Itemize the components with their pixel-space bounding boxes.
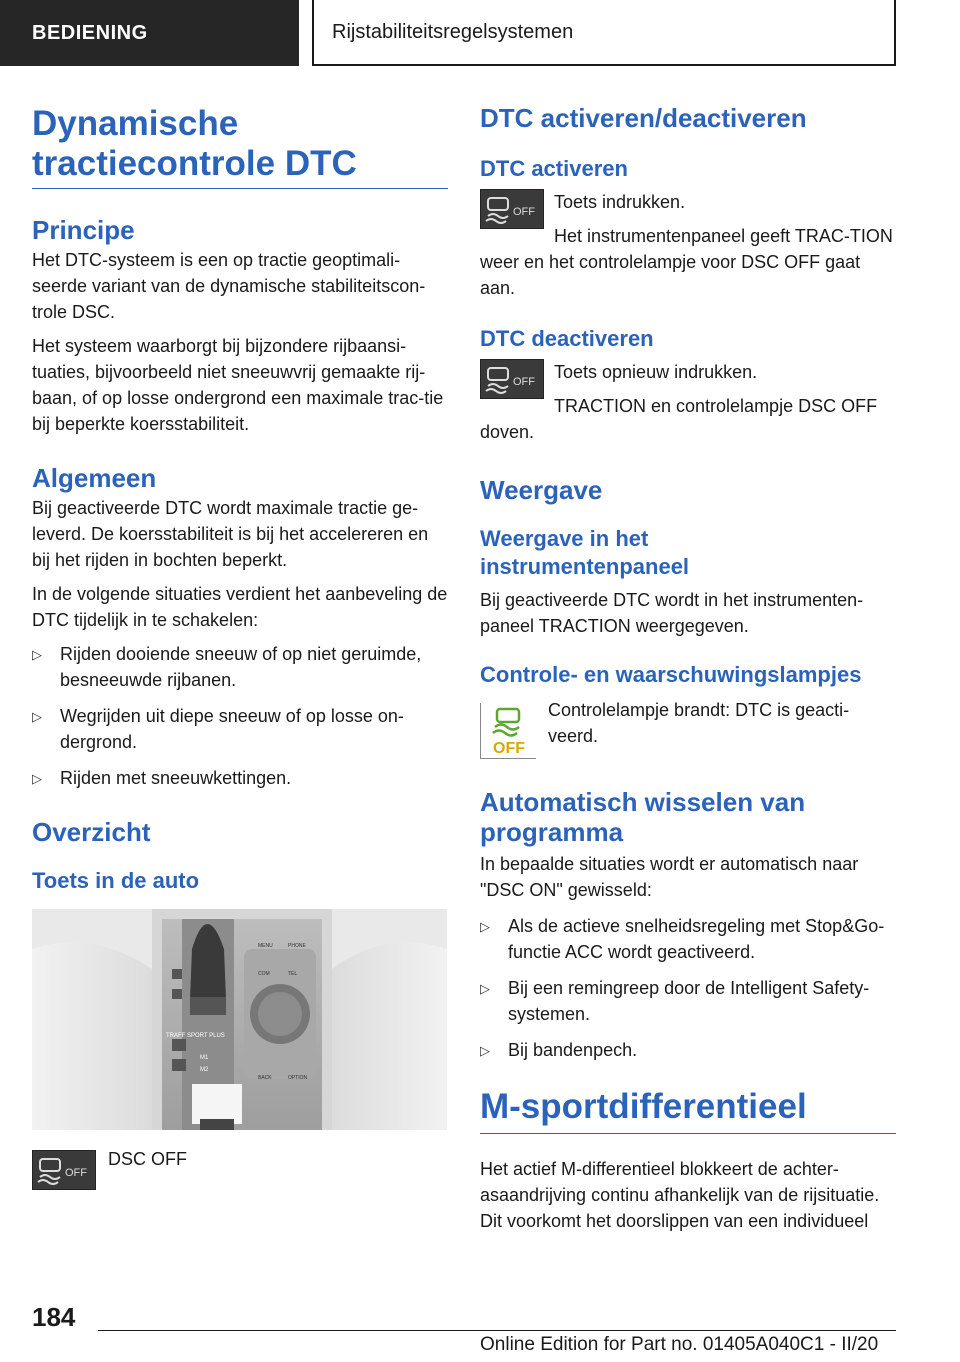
header-section-label: BEDIENING xyxy=(32,21,148,44)
dtc-indicator-lamp-icon xyxy=(480,703,536,759)
activeren-block xyxy=(480,189,896,301)
list-item xyxy=(32,703,448,755)
list-item-text: Als de actieve snelheidsregeling met Stop&Go-functie ACC wordt geactiveerd. xyxy=(508,916,885,962)
photo-label-menu: MENU xyxy=(258,943,273,949)
list-item-text: Bij een remingreep door de Intelligent Safety-systemen. xyxy=(508,978,870,1024)
footer-divider xyxy=(98,1330,896,1331)
off-label: OFF xyxy=(513,376,535,388)
dsc-off-caption: DSC OFF xyxy=(108,1149,187,1169)
photo-label-tel: TEL xyxy=(288,971,298,977)
off-label: OFF xyxy=(65,1167,87,1179)
list-item xyxy=(480,913,896,965)
automatisch-wisselen-heading: Automatisch wisselen van programma xyxy=(480,787,806,847)
m-sportdifferentieel-p: Het actief M-differentieel blokkeert de achter-asaandrijving continu afhankelijk van de rijsituatie. Dit voorkomt het doorslippen van een individueel xyxy=(480,1159,880,1231)
traction-off-icon xyxy=(482,192,542,226)
photo-label-phone: PHONE xyxy=(288,943,306,949)
photo-label-option: OPTION xyxy=(288,1075,308,1081)
principe-p2: Het systeem waarborgt bij bijzondere rijbaansi-tuaties, bijvoorbeeld niet sneeuwvrij gemaakte rij-baan, of op losse ondergrond een maximale trac-tie bij beperkte koersstabiliteit. xyxy=(32,336,444,434)
photo-label-m2: M2 xyxy=(200,1067,209,1073)
lampjes-p: Controlelampje brandt: DTC is geacti-veerd. xyxy=(548,700,850,746)
header-chapter-label: Rijstabiliteitsregelsystemen xyxy=(332,20,574,43)
automatisch-p: In bepaalde situaties wordt er automatisch naar "DSC ON" gewisseld: xyxy=(480,854,859,900)
activeren-l2: Het instrumentenpaneel geeft TRAC-TION weer en het controlelampje voor DSC OFF gaat aan. xyxy=(480,226,893,298)
traction-off-icon xyxy=(482,362,542,396)
algemeen-p1: Bij geactiveerde DTC wordt maximale tractie ge-leverd. De koersstabiliteit is bij het accelereren en bij het rijden in bochten beperkt. xyxy=(32,498,429,570)
dtc-deactiveren-heading: DTC deactiveren xyxy=(480,326,654,351)
triangle-bullet-icon: ▷ xyxy=(32,647,42,662)
center-console-illustration xyxy=(32,909,447,1130)
traction-off-icon xyxy=(34,1153,94,1187)
list-item xyxy=(32,765,448,791)
list-item xyxy=(32,641,448,693)
dsc-off-button-icon xyxy=(32,1150,96,1190)
triangle-bullet-icon: ▷ xyxy=(480,1043,490,1058)
list-item-text: Rijden met sneeuwkettingen. xyxy=(60,768,292,788)
traction-lamp-icon xyxy=(481,703,536,758)
triangle-bullet-icon: ▷ xyxy=(32,771,42,786)
right-column xyxy=(480,103,896,1234)
header-section xyxy=(0,0,299,66)
toets-heading: Toets in de auto xyxy=(32,868,200,893)
algemeen-heading: Algemeen xyxy=(32,463,157,493)
activeren-l1: Toets indrukken. xyxy=(554,192,686,212)
list-item-text: Rijden dooiende sneeuw of op niet geruimde, besneeuwde rijbanen. xyxy=(60,644,422,690)
header-chapter xyxy=(312,0,896,66)
dsc-off-caption-row xyxy=(32,1150,448,1190)
list-item xyxy=(480,975,896,1027)
center-console-photo xyxy=(32,909,447,1130)
left-column xyxy=(32,100,448,1190)
dsc-off-button-icon xyxy=(480,189,544,229)
triangle-bullet-icon: ▷ xyxy=(32,709,42,724)
page-number: 184 xyxy=(32,1302,76,1332)
algemeen-p2: In de volgende situaties verdient het aanbeveling de DTC tijdelijk in te schakelen: xyxy=(32,584,448,630)
dtc-activeren-heading: DTC activeren xyxy=(480,156,628,181)
deactiveren-l1: Toets opnieuw indrukken. xyxy=(554,362,758,382)
photo-label-sport: TRAFF SPORT PLUS xyxy=(166,1033,225,1039)
lampjes-row xyxy=(480,700,896,759)
list-item-text: Wegrijden uit diepe sneeuw of op losse on-dergrond. xyxy=(60,706,404,752)
weergave-instrumentenpaneel-heading: Weergave in het instrumentenpaneel xyxy=(480,526,690,579)
controle-waarschuwingslampjes-heading: Controle- en waarschuwingslampjes xyxy=(480,662,862,687)
triangle-bullet-icon: ▷ xyxy=(480,981,490,996)
triangle-bullet-icon: ▷ xyxy=(480,919,490,934)
overzicht-heading: Overzicht xyxy=(32,817,151,847)
off-label: OFF xyxy=(493,740,525,757)
principe-p1: Het DTC-systeem is een op tractie geoptimali-seerde variant van de dynamische stabiliteitscon-trole DSC. xyxy=(32,250,426,322)
algemeen-list xyxy=(32,641,448,791)
weergave-p: Bij geactiveerde DTC wordt in het instrumenten-paneel TRACTION weergegeven. xyxy=(480,590,864,636)
deactiveren-l2: TRACTION en controlelampje DSC OFF doven. xyxy=(480,396,878,442)
edition-footer: Online Edition for Part no. 01405A040C1 - II/20 xyxy=(480,1334,879,1355)
dtc-activeren-deactiveren-heading: DTC activeren/deactiveren xyxy=(480,103,807,133)
photo-label-m1: M1 xyxy=(200,1055,209,1061)
dsc-off-button-icon xyxy=(480,359,544,399)
m-sportdifferentieel-title: M-sportdifferentieel xyxy=(480,1087,896,1134)
principe-heading: Principe xyxy=(32,215,135,245)
off-label: OFF xyxy=(513,206,535,218)
photo-label-com: COM xyxy=(258,971,270,977)
automatisch-list xyxy=(480,913,896,1063)
page-title: Dynamische tractiecontrole DTC xyxy=(32,100,448,189)
list-item-text: Bij bandenpech. xyxy=(508,1040,638,1060)
weergave-heading: Weergave xyxy=(480,475,603,505)
photo-label-back: BACK xyxy=(258,1075,272,1081)
deactiveren-block xyxy=(480,359,896,445)
list-item xyxy=(480,1037,896,1063)
